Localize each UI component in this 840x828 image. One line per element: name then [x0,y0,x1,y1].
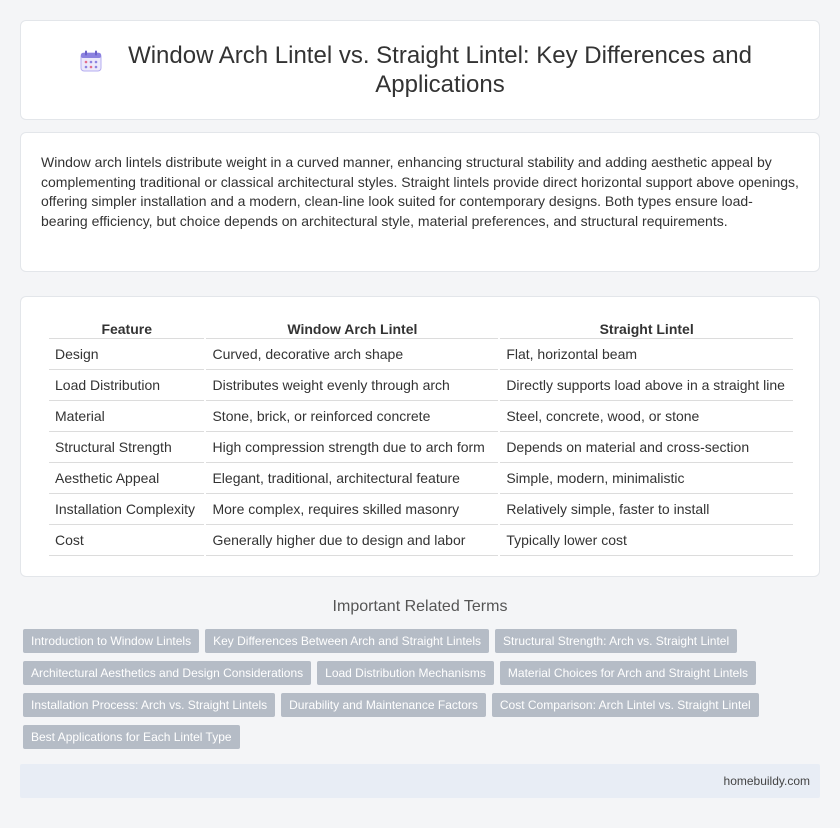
arch-cell: More complex, requires skilled masonry [206,494,498,525]
arch-cell: Generally higher due to design and labor [206,525,498,556]
header-arch-lintel: Window Arch Lintel [206,315,498,339]
related-term-tag[interactable]: Key Differences Between Arch and Straight Lintels [205,629,489,653]
straight-cell: Steel, concrete, wood, or stone [500,401,793,432]
arch-cell: Distributes weight evenly through arch [206,370,498,401]
straight-cell: Relatively simple, faster to install [500,494,793,525]
feature-cell: Installation Complexity [49,494,204,525]
related-term-tag[interactable]: Architectural Aesthetics and Design Considerations [23,661,311,685]
related-term-tag[interactable]: Durability and Maintenance Factors [281,693,486,717]
table-row [49,432,793,463]
arch-cell: Elegant, traditional, architectural feature [206,463,498,494]
feature-cell: Material [49,401,204,432]
related-term-tag[interactable]: Installation Process: Arch vs. Straight Lintels [23,693,275,717]
table-header-row [49,315,793,339]
title-wrap [80,41,760,99]
arch-cell: Stone, brick, or reinforced concrete [206,401,498,432]
related-term-tag[interactable]: Cost Comparison: Arch Lintel vs. Straight Lintel [492,693,759,717]
table-row [49,339,793,370]
related-terms-heading: Important Related Terms [332,598,508,615]
feature-cell: Aesthetic Appeal [49,463,204,494]
page-title: Window Arch Lintel vs. Straight Lintel: Key Differences and Applications [128,42,752,98]
footer [20,764,820,798]
header-straight-lintel: Straight Lintel [500,315,793,339]
header-card [20,20,820,120]
related-term-tag[interactable]: Structural Strength: Arch vs. Straight Lintel [495,629,737,653]
feature-cell: Load Distribution [49,370,204,401]
straight-cell: Typically lower cost [500,525,793,556]
table-row [49,463,793,494]
footer-site-link[interactable]: homebuildy.com [723,774,810,788]
intro-text: Window arch lintels distribute weight in a curved manner, enhancing structural stability and adding aesthetic appeal by complementing traditional or classical architectural styles. Straight lintels provide direct horizontal support above openings, offering simpler installation and a modern, clean-line look suited for contemporary designs. Both types ensure load-bearing efficiency, but choice depends on architectural style, material preferences, and structural requirements. [41,154,799,229]
comparison-table [47,315,795,556]
related-term-tag[interactable]: Load Distribution Mechanisms [317,661,494,685]
calendar-icon [80,50,102,77]
straight-cell: Simple, modern, minimalistic [500,463,793,494]
feature-cell: Structural Strength [49,432,204,463]
related-term-tag[interactable]: Introduction to Window Lintels [23,629,199,653]
feature-cell: Design [49,339,204,370]
comparison-card [20,296,820,577]
related-terms-list [23,629,813,749]
straight-cell: Flat, horizontal beam [500,339,793,370]
straight-cell: Depends on material and cross-section [500,432,793,463]
table-row [49,525,793,556]
header-feature: Feature [49,315,204,339]
table-row [49,370,793,401]
intro-card [20,132,820,272]
straight-cell: Directly supports load above in a straight line [500,370,793,401]
table-row [49,401,793,432]
arch-cell: Curved, decorative arch shape [206,339,498,370]
related-term-tag[interactable]: Material Choices for Arch and Straight Lintels [500,661,756,685]
feature-cell: Cost [49,525,204,556]
related-term-tag[interactable]: Best Applications for Each Lintel Type [23,725,240,749]
table-row [49,494,793,525]
arch-cell: High compression strength due to arch form [206,432,498,463]
